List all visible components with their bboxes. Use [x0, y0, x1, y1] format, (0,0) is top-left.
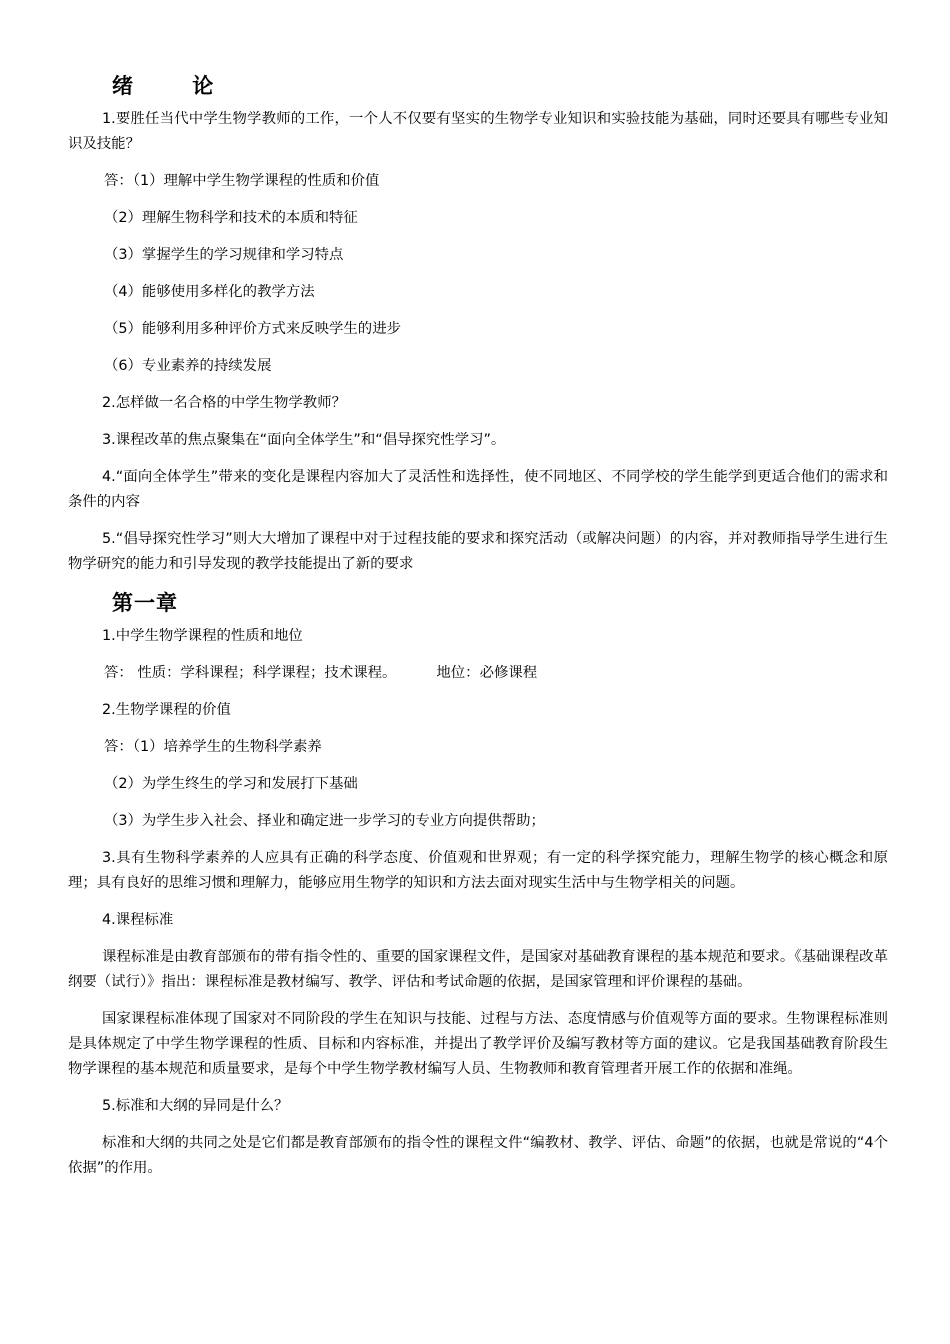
body-paragraph: 国家课程标准体现了国家对不同阶段的学生在知识与技能、过程与方法、态度情感与价值观等方面的要求。生物课程标准则是具体规定了中学生物学课程的性质、目标和内容标准，并提出了教学评价及编写教材等方面的建议。它是我国基础教育阶段生物学课程的基本规范和质量要求，是每个中学生物学教材编写人员、生物教师和教育管理者开展工作的依据和准绳。: [68, 1011, 888, 1077]
answer-nature: 答： 性质：学科课程；科学课程；技术课程。: [104, 665, 397, 681]
question-paragraph: 1.要胜任当代中学生物学教师的工作，一个人不仅要有坚实的生物学专业知识和实验技能为基础，同时还要具有哪些专业知识及技能？: [68, 111, 888, 152]
answer-item: （3）掌握学生的学习规律和学习特点: [104, 247, 344, 263]
body-paragraph: 3.课程改革的焦点聚集在“面向全体学生”和“倡导探究性学习”。: [102, 432, 506, 448]
answer-item: （2）理解生物科学和技术的本质和特征: [104, 210, 358, 226]
question-paragraph: 5.标准和大纲的异同是什么？: [102, 1098, 289, 1114]
answer-item: （2）为学生终生的学习和发展打下基础: [104, 776, 358, 792]
answer-item: （5）能够利用多种评价方式来反映学生的进步: [104, 321, 401, 337]
question-paragraph: 4.课程标准: [102, 912, 174, 928]
answer-item: （4）能够使用多样化的教学方法: [104, 284, 315, 300]
question-paragraph: 2.生物学课程的价值: [102, 702, 231, 718]
question-paragraph: 2.怎样做一名合格的中学生物学教师？: [102, 395, 346, 411]
body-paragraph: 5.“倡导探究性学习”则大大增加了课程中对于过程技能的要求和探究活动（或解决问题）的内容，并对教师指导学生进行生物学研究的能力和引导发现的教学技能提出了新的要求: [68, 531, 888, 572]
answer-status: 地位：必修课程: [436, 665, 538, 681]
document-page: [68, 70, 888, 1193]
body-paragraph: 标准和大纲的共同之处是它们都是教育部颁布的指令性的课程文件“编教材、教学、评估、命题”的依据，也就是常说的“4个依据”的作用。: [68, 1135, 888, 1176]
body-paragraph: 课程标准是由教育部颁布的带有指令性的、重要的国家课程文件，是国家对基础教育课程的基本规范和要求。《基础课程改革纲要（试行）》指出：课程标准是教材编写、教学、评估和考试命题的依据，是国家管理和评价课程的基础。: [68, 949, 888, 990]
question-paragraph: 1.中学生物学课程的性质和地位: [102, 628, 303, 644]
section-heading-intro: 绪 论: [112, 74, 240, 98]
answer-line: [104, 661, 888, 686]
answer-item: 答：（1）理解中学生物学课程的性质和价值: [104, 173, 380, 189]
body-paragraph: 4.“面向全体学生”带来的变化是课程内容加大了灵活性和选择性，使不同地区、不同学校的学生能学到更适合他们的需求和条件的内容: [68, 469, 888, 510]
answer-item: 答：（1）培养学生的生物科学素养: [104, 739, 322, 755]
answer-item: （6）专业素养的持续发展: [104, 358, 272, 374]
answer-item: （3）为学生步入社会、择业和确定进一步学习的专业方向提供帮助；: [104, 813, 545, 829]
section-heading-chapter-1: 第一章: [112, 591, 178, 615]
body-paragraph: 3.具有生物科学素养的人应具有正确的科学态度、价值观和世界观；有一定的科学探究能力，理解生物学的核心概念和原理；具有良好的思维习惯和理解力，能够应用生物学的知识和方法去面对现实生活中与生物学相关的问题。: [68, 850, 888, 891]
